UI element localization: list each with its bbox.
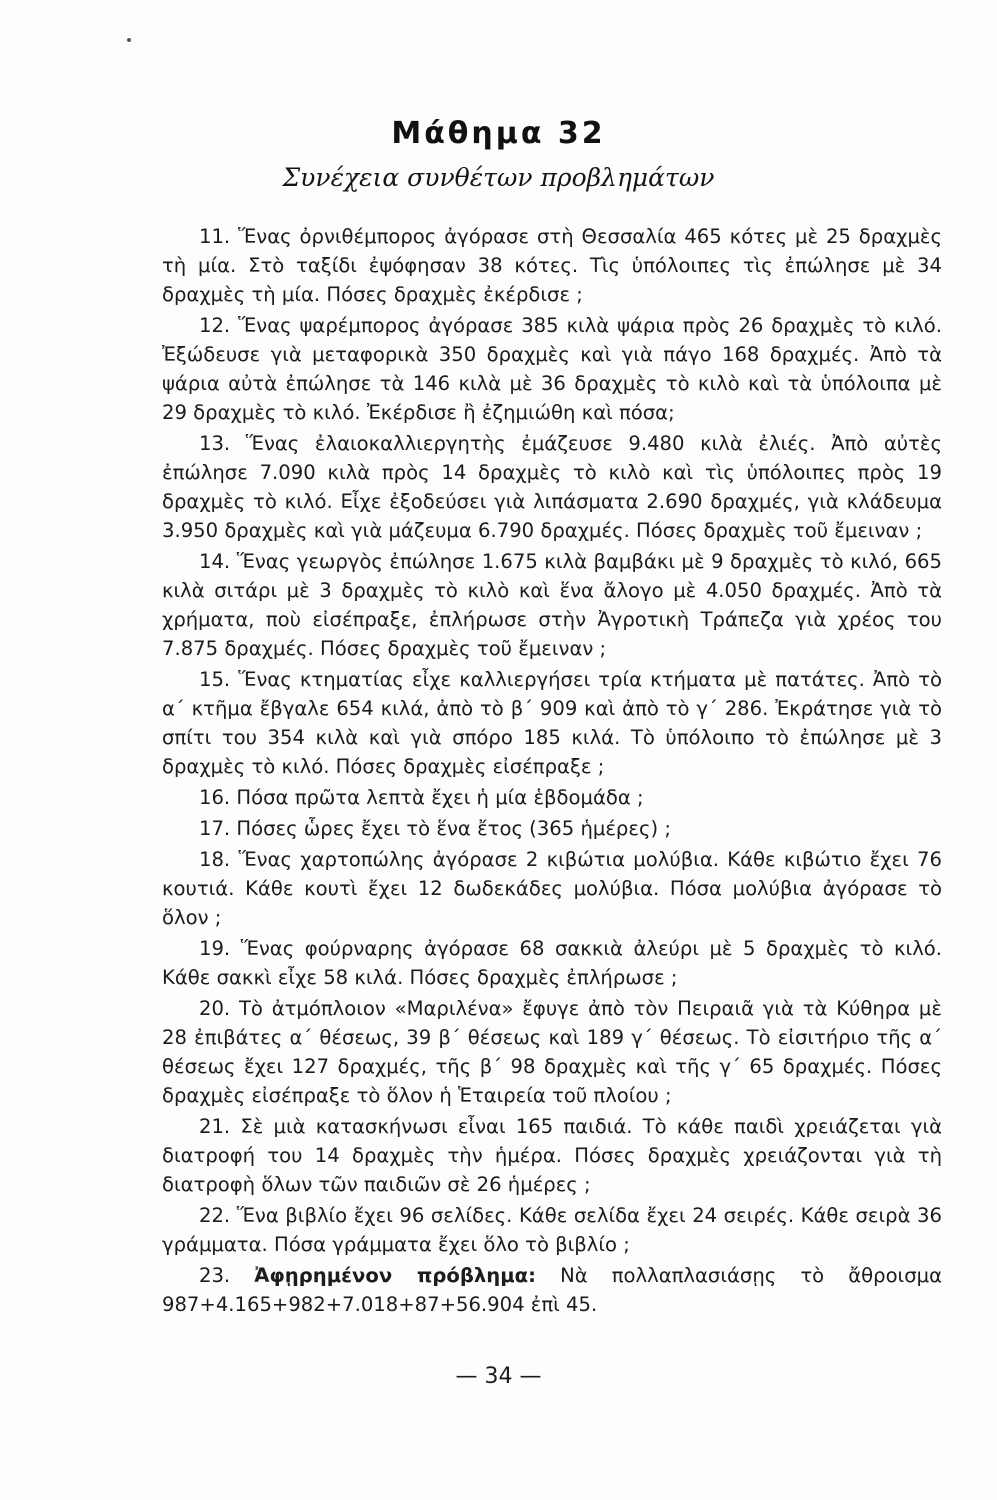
problem-text: Ἕνας γεωργὸς ἐπώλησε 1.675 κιλὰ βαμβάκι μὲ 9 δραχμὲς τὸ κιλό, 665 κιλὰ σιτάρι μὲ 3 δραχμὲς τὸ κιλὸ καὶ ἕνα ἄλογο μὲ 4.050 δραχμές. Ἀπὸ τὰ χρήματα, ποὺ εἰσέπραξε, ἐπλήρωσε στὴν Ἀγροτικὴ Τράπεζα γιὰ χρέος του 7.875 δραχμές. Πόσες δραχμὲς τοῦ ἔμειναν ; xyxy=(162,550,942,660)
problem-number: 20. xyxy=(199,997,231,1020)
problem-number: 11. xyxy=(199,225,231,248)
problem-number: 19. xyxy=(199,937,231,960)
problem-text: Ἕνας ἐλαιοκαλλιεργητὴς ἐμάζευσε 9.480 κιλὰ ἐλιές. Ἀπὸ αὐτὲς ἐπώλησε 7.090 κιλὰ πρὸς 14 δραχμὲς τὸ κιλὸ καὶ τὶς ὑπόλοιπες πρὸς 19 δραχμὲς τὸ κιλό. Εἶχε ἐξοδεύσει γιὰ λιπάσματα 2.690 δραχμές, γιὰ κλάδευμα 3.950 δραχμὲς καὶ γιὰ μάζευμα 6.790 δραχμές. Πόσες δραχμὲς τοῦ ἔμειναν ; xyxy=(162,432,942,542)
lesson-subtitle: Συνέχεια συνθέτων προβλημάτων xyxy=(282,163,715,192)
problem-number: 14. xyxy=(199,550,231,573)
problem-list xyxy=(162,222,942,1321)
problem-text: Νὰ πολλαπλασιάσῃς τὸ ἄθροισμα 987+4.165+982+7.018+87+56.904 ἐπὶ 45. xyxy=(162,1264,942,1316)
problem-text: Ἕνας ψαρέμπορος ἀγόρασε 385 κιλὰ ψάρια πρὸς 26 δραχμὲς τὸ κιλό. Ἐξώδευσε γιὰ μεταφορικὰ 350 δραχμὲς καὶ γιὰ πάγο 168 δραχμές. Ἀπὸ τὰ ψάρια αὐτὰ ἐπώλησε τὰ 146 κιλὰ μὲ 36 δραχμὲς τὸ κιλὸ καὶ τὰ ὑπόλοιπα μὲ 29 δραχμὲς τὸ κιλό. Ἐκέρδισε ἢ ἐζημιώθη καὶ πόσα; xyxy=(162,314,942,424)
problem-number: 15. xyxy=(199,668,231,691)
problem-22 xyxy=(162,1201,942,1259)
problem-17 xyxy=(162,814,942,843)
page-number: — 34 — xyxy=(455,1364,542,1389)
problem-number: 12. xyxy=(199,314,231,337)
problem-20 xyxy=(162,994,942,1110)
problem-text: Ἕνα βιβλίο ἔχει 96 σελίδες. Κάθε σελίδα ἔχει 24 σειρές. Κάθε σειρὰ 36 γράμματα. Πόσα γράμματα ἔχει ὅλο τὸ βιβλίο ; xyxy=(162,1204,942,1256)
problem-text: Ἕνας κτηματίας εἶχε καλλιεργήσει τρία κτήματα μὲ πατάτες. Ἀπὸ τὸ α΄ κτῆμα ἔβγαλε 654 κιλά, ἀπὸ τὸ β΄ 909 καὶ ἀπὸ τὸ γ΄ 286. Ἐκράτησε γιὰ τὸ σπίτι του 354 κιλὰ καὶ γιὰ σπόρο 185 κιλά. Τὸ ὑπόλοιπο τὸ ἐπώλησε μὲ 3 δραχμὲς τὸ κιλό. Πόσες δραχμὲς εἰσέπραξε ; xyxy=(162,668,942,778)
problem-number: 22. xyxy=(199,1204,231,1227)
problem-number: 18. xyxy=(199,848,231,871)
problem-23-abstract xyxy=(162,1261,942,1319)
problem-19 xyxy=(162,934,942,992)
problem-16 xyxy=(162,783,942,812)
problem-number: 16. xyxy=(199,786,231,809)
problem-number: 13. xyxy=(199,432,231,455)
problem-text: Ἕνας χαρτοπώλης ἀγόρασε 2 κιβώτια μολύβια. Κάθε κιβώτιο ἔχει 76 κουτιά. Κάθε κουτὶ ἔχει 12 δωδεκάδες μολύβια. Πόσα μολύβια ἀγόρασε τὸ ὅλον ; xyxy=(162,848,942,929)
problem-11 xyxy=(162,222,942,309)
problem-number: 17. xyxy=(199,817,231,840)
problem-text: Πόσα πρῶτα λεπτὰ ἔχει ἡ μία ἑβδομάδα ; xyxy=(236,786,644,809)
problem-14 xyxy=(162,547,942,663)
lesson-title: Μάθημα 32 xyxy=(391,116,606,151)
problem-12 xyxy=(162,311,942,427)
problem-15 xyxy=(162,665,942,781)
problem-number: 21. xyxy=(199,1115,231,1138)
problem-text: Σὲ μιὰ κατασκήνωσι εἶναι 165 παιδιά. Τὸ κάθε παιδὶ χρειάζεται γιὰ διατροφή του 14 δραχμὲς τὴν ἡμέρα. Πόσες δραχμὲς χρειάζονται γιὰ τὴ διατροφὴ ὅλων τῶν παιδιῶν σὲ 26 ἡμέρες ; xyxy=(162,1115,943,1196)
problem-21 xyxy=(162,1112,942,1199)
ink-speck xyxy=(127,38,131,42)
problem-13 xyxy=(162,429,942,545)
problem-text: Τὸ ἀτμόπλοιον «Μαριλένα» ἔφυγε ἀπὸ τὸν Πειραιᾶ γιὰ τὰ Κύθηρα μὲ 28 ἐπιβάτες α΄ θέσεως, 39 β΄ θέσεως καὶ 189 γ΄ θέσεως. Τὸ εἰσιτήριο τῆς α΄ θέσεως ἔχει 127 δραχμές, τῆς β΄ 98 δραχμὲς καὶ τῆς γ΄ 65 δραχμές. Πόσες δραχμὲς εἰσέπραξε τὸ ὅλον ἡ Ἑταιρεία τοῦ πλοίου ; xyxy=(162,997,942,1107)
abstract-problem-label: Ἀφῃρημένον πρόβλημα: xyxy=(254,1264,536,1287)
problem-text: Ἕνας φούρναρης ἀγόρασε 68 σακκιὰ ἀλεύρι μὲ 5 δραχμὲς τὸ κιλό. Κάθε σακκὶ εἶχε 58 κιλά. Πόσες δραχμὲς ἐπλήρωσε ; xyxy=(162,937,943,989)
problem-18 xyxy=(162,845,942,932)
problem-text: Ἕνας ὀρνιθέμπορος ἀγόρασε στὴ Θεσσαλία 465 κότες μὲ 25 δραχμὲς τὴ μία. Στὸ ταξίδι ἐψόφησαν 38 κότες. Τὶς ὑπόλοιπες τὶς ἐπώλησε μὲ 34 δραχμὲς τὴ μία. Πόσες δραχμὲς ἐκέρδισε ; xyxy=(162,225,943,306)
problem-number: 23. xyxy=(199,1264,231,1287)
problem-text: Πόσες ὧρες ἔχει τὸ ἕνα ἔτος (365 ἡμέρες) ; xyxy=(236,817,671,840)
